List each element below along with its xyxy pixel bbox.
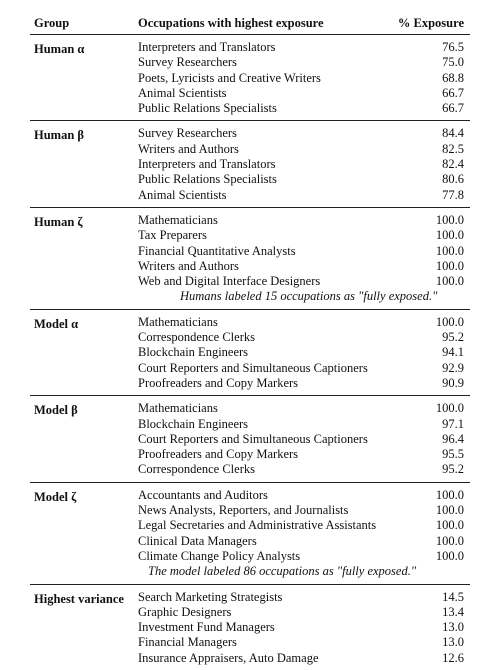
- exposure-cell: 97.1: [442, 416, 464, 431]
- table-row: [30, 259, 470, 274]
- exposure-cell: 96.4: [442, 431, 464, 446]
- occupation-cell: Proofreaders and Copy Markers: [138, 447, 299, 462]
- table-row: [30, 274, 470, 289]
- table-row: [30, 213, 470, 228]
- table-row: [30, 447, 470, 462]
- group-name: Human β: [34, 128, 84, 143]
- exposure-cell: 100.0: [435, 503, 464, 518]
- table-row: [30, 417, 470, 432]
- exposure-cell: 100.0: [435, 314, 464, 329]
- occupation-cell: Writers and Authors: [138, 258, 239, 273]
- table-row: [30, 71, 470, 86]
- table-row: [30, 55, 470, 70]
- occupation-cell: Interpreters and Translators: [138, 40, 276, 54]
- group-block: [30, 483, 470, 584]
- occupation-cell: Public Relations Specialists: [138, 172, 277, 187]
- exposure-cell: 90.9: [442, 375, 464, 390]
- table-row: [30, 651, 470, 666]
- exposure-cell: 13.0: [442, 620, 464, 635]
- occupation-cell: Proofreaders and Copy Markers: [138, 375, 299, 390]
- exposure-cell: 100.0: [435, 243, 464, 258]
- table-row: [30, 40, 470, 55]
- occupation-cell: Search Marketing Strategists: [138, 589, 283, 604]
- table-row: [30, 330, 470, 345]
- table-row: [30, 244, 470, 259]
- group-column-header: Group: [34, 16, 70, 30]
- occupation-cell: Blockchain Engineers: [138, 345, 249, 360]
- table-row: [30, 172, 470, 187]
- table-row: [30, 462, 470, 477]
- table-row: [30, 534, 470, 549]
- occupation-cell: Public Relations Specialists: [138, 101, 277, 116]
- exposure-table: [30, 8, 470, 670]
- table-row: [30, 315, 470, 330]
- group-name: Model β: [34, 403, 78, 418]
- group-block: [30, 121, 470, 206]
- exposure-cell: 82.4: [442, 157, 464, 172]
- exposure-cell: 66.7: [442, 85, 464, 100]
- group-note-text: The model labeled 86 occupations as "fully exposed.": [148, 564, 417, 579]
- exposure-cell: 75.0: [442, 55, 464, 70]
- table-row: [30, 101, 470, 116]
- exposure-cell: 95.2: [442, 462, 464, 477]
- table-row: [30, 361, 470, 376]
- exposure-cell: 95.2: [442, 330, 464, 345]
- occupation-cell: Blockchain Engineers: [138, 416, 249, 431]
- table-row: [30, 142, 470, 157]
- table-row: [30, 86, 470, 101]
- exposure-cell: 100.0: [435, 401, 464, 416]
- exposure-cell: 77.8: [442, 187, 464, 202]
- table-row: [30, 635, 470, 650]
- occupation-cell: Survey Researchers: [138, 55, 237, 70]
- occupation-cell: Accountants and Auditors: [138, 487, 268, 502]
- table-header: [30, 8, 470, 34]
- group-name: Highest variance: [34, 591, 124, 606]
- occupation-cell: Mathematicians: [138, 212, 218, 227]
- exposure-cell: 100.0: [435, 212, 464, 227]
- group-block: [30, 310, 470, 395]
- table-row: [30, 126, 470, 141]
- group-name: Model ζ: [34, 489, 77, 504]
- group-block: [30, 35, 470, 120]
- occupation-cell: Correspondence Clerks: [138, 330, 255, 345]
- table-row: [30, 188, 470, 203]
- exposure-cell: 66.7: [442, 101, 464, 116]
- table-row: [30, 228, 470, 243]
- occupation-cell: Court Reporters and Simultaneous Captioners: [138, 360, 368, 375]
- occupation-cell: Investment Fund Managers: [138, 620, 275, 635]
- table-row: [30, 345, 470, 360]
- table-row: [30, 549, 470, 564]
- occupation-cell: Writers and Authors: [138, 141, 239, 156]
- exposure-cell: 100.0: [435, 258, 464, 273]
- table-body: [30, 34, 470, 670]
- occupation-cell: Animal Scientists: [138, 85, 227, 100]
- group-name: Human α: [34, 42, 85, 56]
- occupation-cell: Graphic Designers: [138, 604, 232, 619]
- exposure-cell: 100.0: [435, 533, 464, 548]
- table-row: [30, 620, 470, 635]
- table-row: [30, 590, 470, 605]
- exposure-cell: 100.0: [435, 274, 464, 289]
- group-block: [30, 396, 470, 481]
- exposure-cell: 12.6: [442, 650, 464, 665]
- occupation-cell: Financial Managers: [138, 635, 237, 650]
- group-name: Human ζ: [34, 214, 83, 229]
- table-row: [30, 432, 470, 447]
- occupation-cell: Legal Secretaries and Administrative Assistants: [138, 518, 377, 533]
- exposure-cell: 100.0: [435, 487, 464, 502]
- table-row: [30, 157, 470, 172]
- occupation-cell: Poets, Lyricists and Creative Writers: [138, 70, 321, 85]
- occupation-cell: Correspondence Clerks: [138, 462, 255, 477]
- occupation-cell: Web and Digital Interface Designers: [138, 274, 321, 289]
- exposure-cell: 94.1: [442, 345, 464, 360]
- group-note-text: Humans labeled 15 occupations as "fully exposed.": [180, 289, 438, 304]
- occupation-cell: Interpreters and Translators: [138, 157, 276, 172]
- table-row: [30, 605, 470, 620]
- occupation-cell: Financial Quantitative Analysts: [138, 243, 296, 258]
- exposure-cell: 68.8: [442, 70, 464, 85]
- group-block: [30, 208, 470, 309]
- occupation-cell: Climate Change Policy Analysts: [138, 548, 301, 563]
- occupation-cell: News Analysts, Reporters, and Journalists: [138, 503, 349, 518]
- occupation-cell: Clinical Data Managers: [138, 533, 257, 548]
- group-note: [30, 289, 470, 304]
- occupation-cell: Mathematicians: [138, 401, 218, 416]
- exposure-cell: 76.5: [442, 40, 464, 54]
- occupation-cell: Insurance Appraisers, Auto Damage: [138, 650, 319, 665]
- occupation-cell: Mathematicians: [138, 314, 218, 329]
- exposure-cell: 100.0: [435, 548, 464, 563]
- exposure-cell: 14.5: [442, 589, 464, 604]
- exposure-cell: 92.9: [442, 360, 464, 375]
- exposure-column-header: % Exposure: [397, 16, 464, 30]
- occupation-cell: Tax Preparers: [138, 228, 207, 243]
- table-row: [30, 503, 470, 518]
- exposure-cell: 84.4: [442, 126, 464, 141]
- exposure-cell: 100.0: [435, 518, 464, 533]
- table-row: [30, 518, 470, 533]
- table-row: [30, 401, 470, 416]
- exposure-cell: 95.5: [442, 447, 464, 462]
- group-note: [30, 564, 470, 579]
- table-row: [30, 376, 470, 391]
- occupation-cell: Survey Researchers: [138, 126, 237, 141]
- exposure-cell: 80.6: [442, 172, 464, 187]
- table-row: [30, 488, 470, 503]
- exposure-cell: 100.0: [435, 228, 464, 243]
- occupation-cell: Animal Scientists: [138, 187, 227, 202]
- occupations-column-header: Occupations with highest exposure: [138, 16, 324, 30]
- group-block: [30, 585, 470, 670]
- group-name: Model α: [34, 316, 79, 331]
- exposure-cell: 82.5: [442, 141, 464, 156]
- exposure-cell: 13.0: [442, 635, 464, 650]
- exposure-cell: 13.4: [442, 604, 464, 619]
- occupation-cell: Court Reporters and Simultaneous Captioners: [138, 431, 368, 446]
